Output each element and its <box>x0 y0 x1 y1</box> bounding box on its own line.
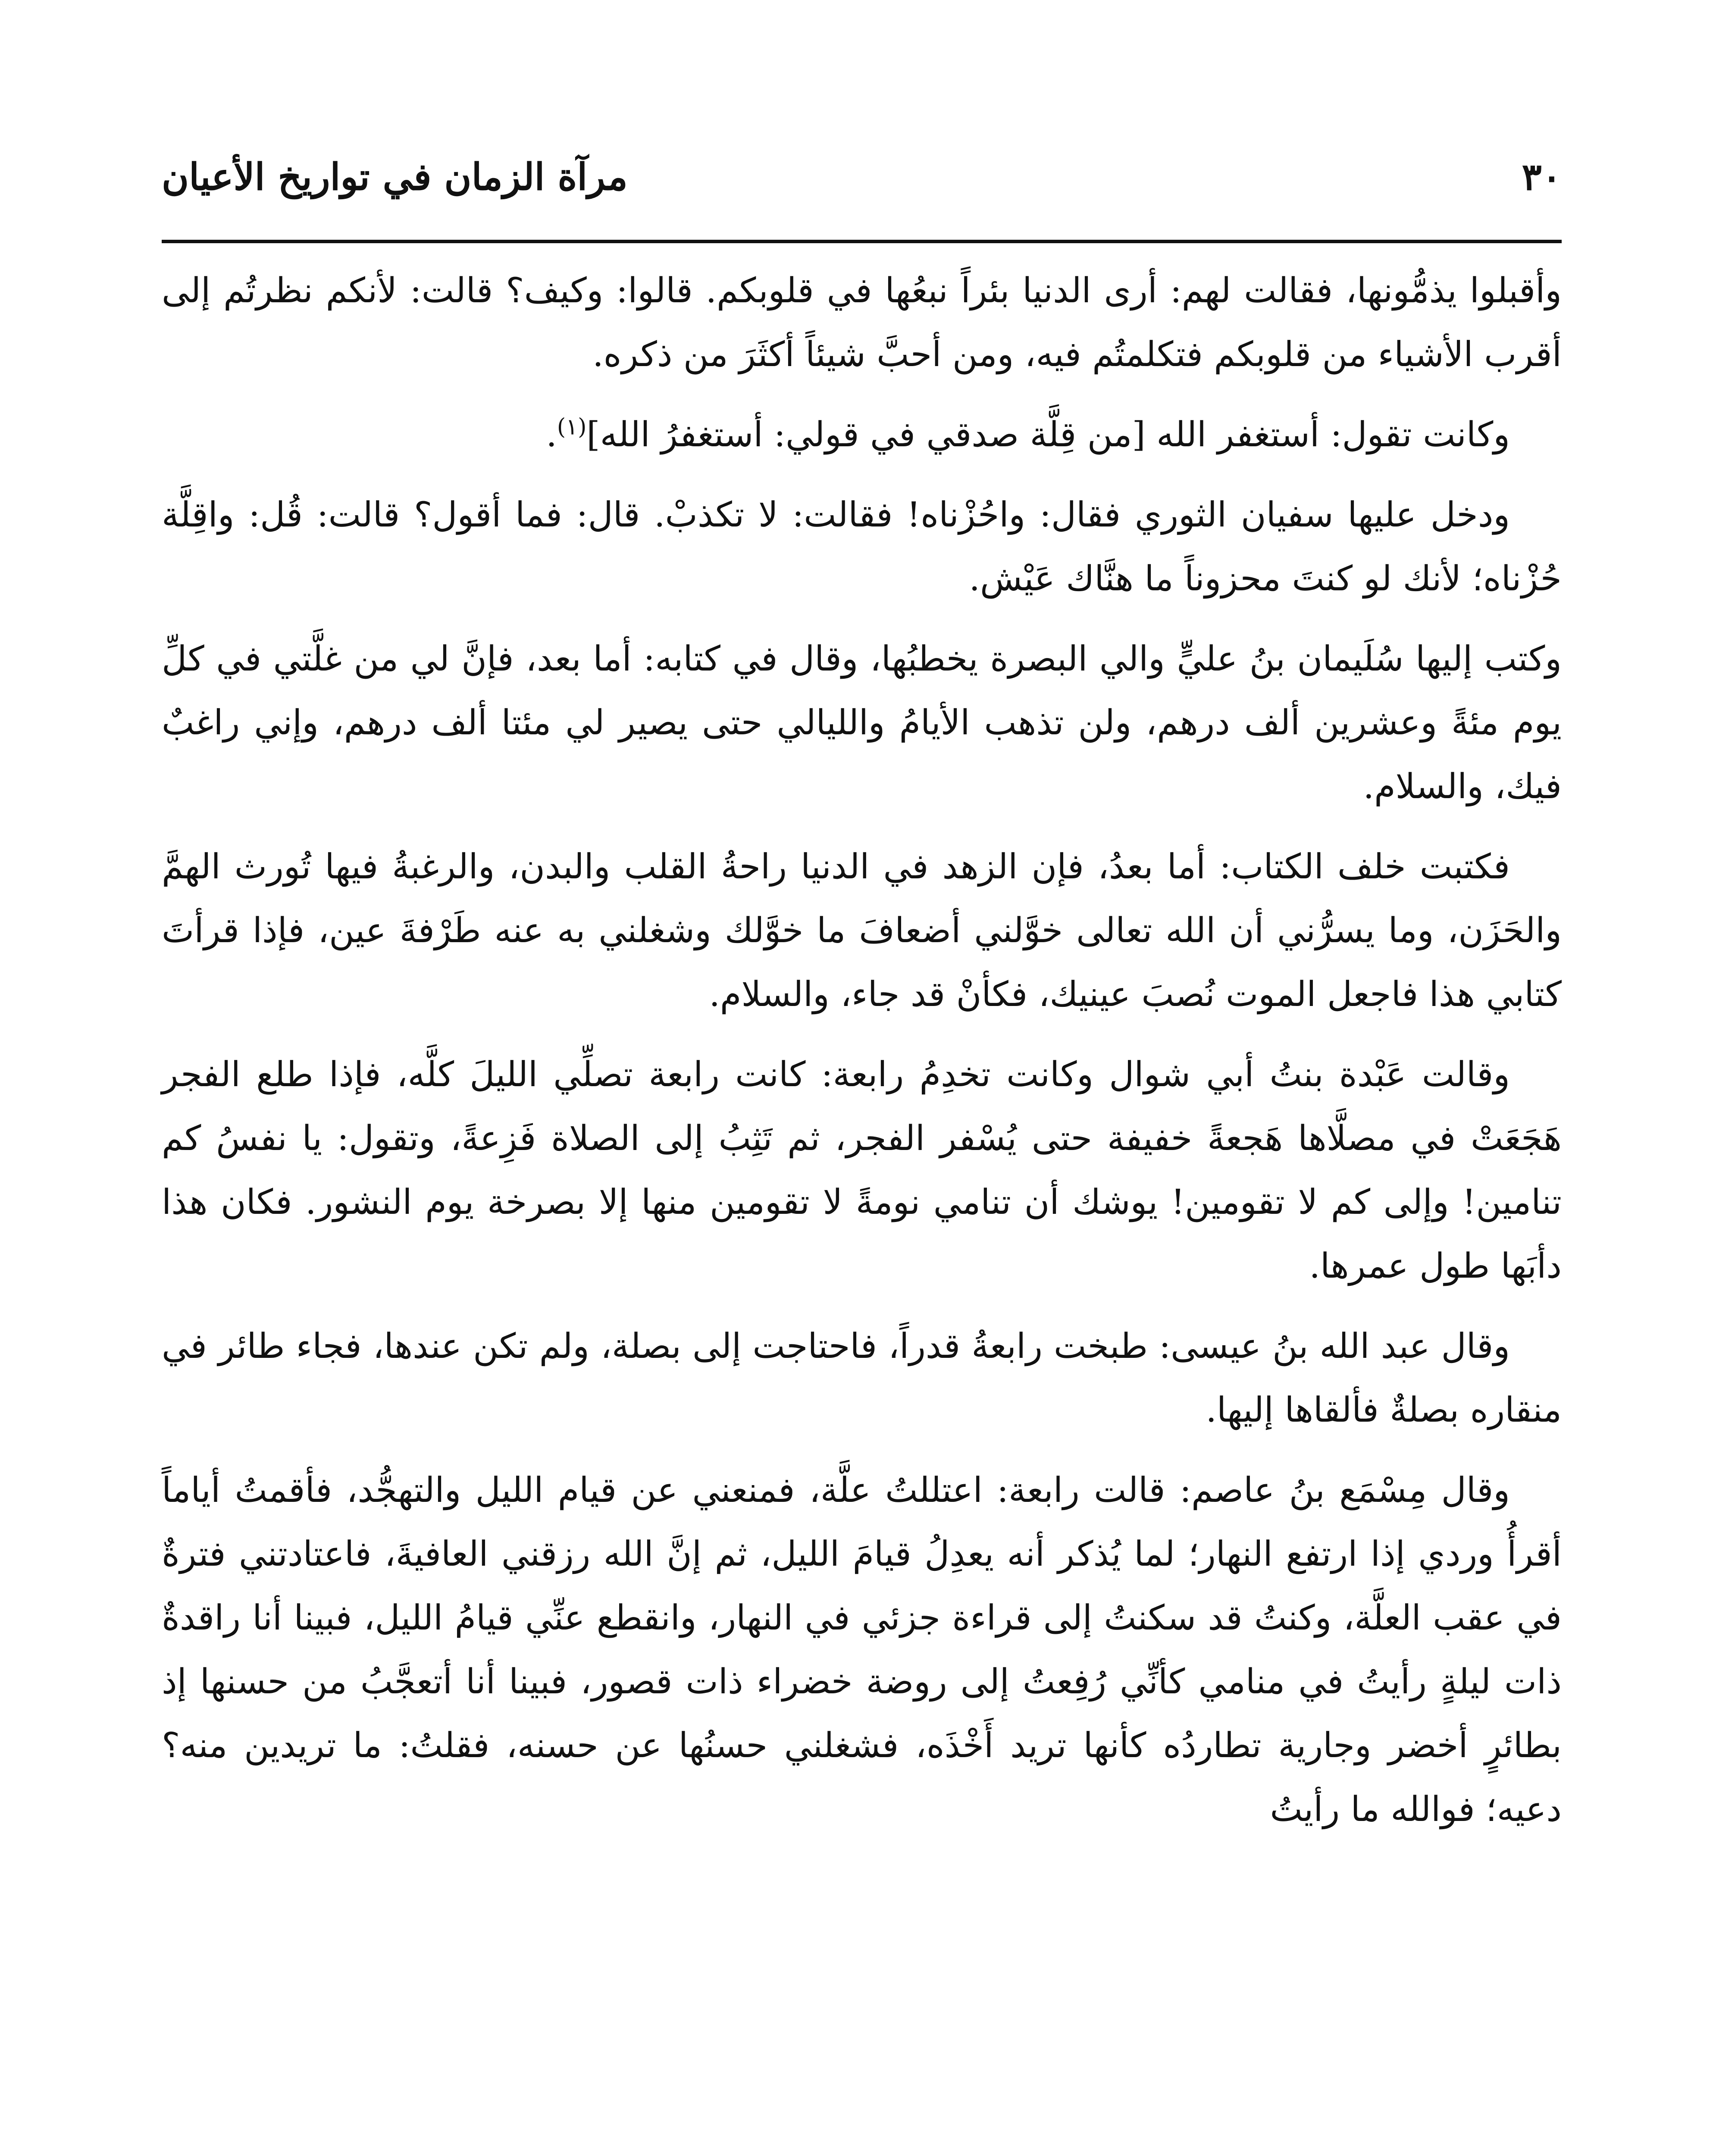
paragraph-text: ودخل عليها سفيان الثوري فقال: واحُزْناه! فقالت: لا تكذبْ. قال: فما أقول؟ قالت: قُل: واقِلَّة حُزْناه؛ لأنك لو كنتَ محزوناً ما هنَّاك عَيْش. <box>162 495 1562 599</box>
paragraph <box>162 627 1562 818</box>
paragraph-end-punctuation: . <box>546 414 557 454</box>
page-header <box>162 151 1562 216</box>
running-title: مرآة الزمان في تواريخ الأعيان <box>162 155 628 199</box>
paragraph <box>162 1043 1562 1298</box>
paragraph-text: وقال عبد الله بنُ عيسى: طبخت رابعةُ قدراً، فاحتاجت إلى بصلة، ولم تكن عندها، فجاء طائر في منقاره بصلةٌ فألقاها إليها. <box>162 1326 1562 1430</box>
paragraph-text: وقال مِسْمَع بنُ عاصم: قالت رابعة: اعتللتُ علَّة، فمنعني عن قيام الليل والتهجُّد، فأقمتُ أياماً أقرأُ وردي إذا ارتفع النهار؛ لما يُذكر أنه يعدِلُ قيامَ الليل، ثم إنَّ الله رزقني العافيةَ، فاعتادتني فترةٌ في عقب العلَّة، وكنتُ قد سكنتُ إلى قراءة جزئي في النهار، وانقطع عنِّي قيامُ الليل، فبينا أنا راقدةٌ ذات ليلةٍ رأيتُ في منامي كأنِّي رُفِعتُ إلى روضة خضراء ذات قصور، فبينا أنا أتعجَّبُ من حسنها إذ بطائرٍ أخضر وجارية تطاردُه كأنها تريد أَخْذَه، فشغلني حسنُها عن حسنه، فقلتُ: ما تريدين منه؟ دعيه؛ فوالله ما رأيتُ <box>162 1470 1562 1829</box>
paragraph <box>162 483 1562 611</box>
paragraph <box>162 835 1562 1026</box>
paragraph-text: وكانت تقول: أستغفر الله [من قِلَّة صدقي في قولي: أستغفرُ الله] <box>586 414 1510 454</box>
footnote-reference: (١) <box>557 414 587 440</box>
paragraph <box>162 1314 1562 1442</box>
paragraph-text: وأقبلوا يذمُّونها، فقالت لهم: أرى الدنيا بئراً نبعُها في قلوبكم. قالوا: وكيف؟ قالت: لأنكم نظرتُم إلى أقرب الأشياء من قلوبكم فتكلمتُم فيه، ومن أحبَّ شيئاً أكثَرَ من ذكره. <box>162 270 1562 374</box>
paragraph <box>162 403 1562 467</box>
paragraph-text: فكتبت خلف الكتاب: أما بعدُ، فإن الزهد في الدنيا راحةُ القلب والبدن، والرغبةُ فيها تُورث الهمَّ والحَزَن، وما يسرُّني أن الله تعالى خوَّلني أضعافَ ما خوَّلك وشغلني به عنه طَرْفةَ عين، فإذا قرأتَ كتابي هذا فاجعل الموت نُصبَ عينيك، فكأنْ قد جاء، والسلام. <box>162 846 1562 1014</box>
paragraph <box>162 259 1562 386</box>
paragraph <box>162 1458 1562 1841</box>
body-text <box>162 259 1562 1858</box>
header-rule <box>162 240 1562 243</box>
paragraph-text: وكتب إليها سُلَيمان بنُ عليٍّ والي البصرة يخطبُها، وقال في كتابه: أما بعد، فإنَّ لي من غلَّتي في كلِّ يوم مئةً وعشرين ألف درهم، ولن تذهب الأيامُ والليالي حتى يصير لي مئتا ألف درهم، وإني راغبٌ فيك، والسلام. <box>162 639 1562 806</box>
page-number: ٣٠ <box>1522 155 1562 199</box>
paragraph-text: وقالت عَبْدة بنتُ أبي شوال وكانت تخدِمُ رابعة: كانت رابعة تصلِّي الليلَ كلَّه، فإذا طلع الفجر هَجَعَتْ في مصلَّاها هَجعةً خفيفة حتى يُسْفر الفجر، ثم تَثِبُ إلى الصلاة فَزِعةً، وتقول: يا نفسُ كم تنامين! وإلى كم لا تقومين! يوشك أن تنامي نومةً لا تقومين منها إلا بصرخة يوم النشور. فكان هذا دأبَها طول عمرها. <box>162 1054 1562 1286</box>
